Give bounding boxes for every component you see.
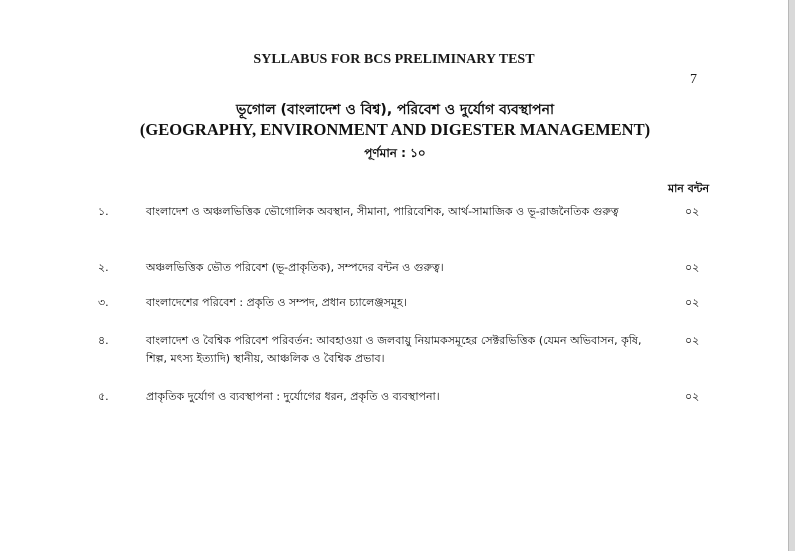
full-marks: পূর্ণমান : ১০	[364, 146, 426, 160]
item-text: বাংলাদেশের পরিবেশ : প্রকৃতি ও সম্পদ, প্রধান চ্যালেঞ্জসমূহ।	[146, 296, 407, 309]
item-marks: ০২	[685, 261, 700, 274]
marks-distribution-header: মান বন্টন	[668, 182, 710, 195]
item-marks: ০২	[685, 296, 700, 309]
item-text: প্রাকৃতিক দুর্যোগ ও ব্যবস্থাপনা : দুর্যোগের ধরন, প্রকৃতি ও ব্যবস্থাপনা।	[146, 390, 440, 403]
item-number: ৪.	[98, 334, 109, 347]
item-text: বাংলাদেশ ও বৈশ্বিক পরিবেশ পরিবর্তন: আবহাওয়া ও জলবায়ু নিয়ামকসমূহের সেক্টরভিত্তিক (যেমন অভিবাসন, কৃষি, শিল্প, মৎস্য ইত্যাদি) স্থানীয়, আঞ্চলিক ও বৈশ্বিক প্রভাব।	[146, 334, 642, 365]
item-number: ৫.	[98, 390, 109, 403]
item-marks: ০২	[685, 205, 700, 218]
page-number: 7	[690, 72, 697, 87]
item-number: ২.	[98, 261, 109, 274]
subject-title-english: (GEOGRAPHY, ENVIRONMENT AND DIGESTER MANAGEMENT)	[139, 120, 651, 139]
item-text: বাংলাদেশ ও অঞ্চলভিত্তিক ভৌগোলিক অবস্থান, সীমানা, পারিবেশিক, আর্থ-সামাজিক ও ভূ-রাজনৈতিক গুরুত্ব	[146, 205, 619, 218]
item-number: ১.	[98, 205, 109, 218]
item-marks: ০২	[685, 334, 700, 347]
syllabus-header-title: SYLLABUS FOR BCS PRELIMINARY TEST	[253, 52, 535, 67]
item-marks: ০২	[685, 390, 700, 403]
item-text: অঞ্চলভিত্তিক ভৌত পরিবেশ (ভূ-প্রাকৃতিক), সম্পদের বন্টন ও গুরুত্ব।	[146, 261, 444, 274]
item-number: ৩.	[98, 296, 109, 309]
subject-title-bengali: ভূগোল (বাংলাদেশ ও বিশ্ব), পরিবেশ ও দুর্যোগ ব্যবস্থাপনা	[235, 102, 555, 118]
